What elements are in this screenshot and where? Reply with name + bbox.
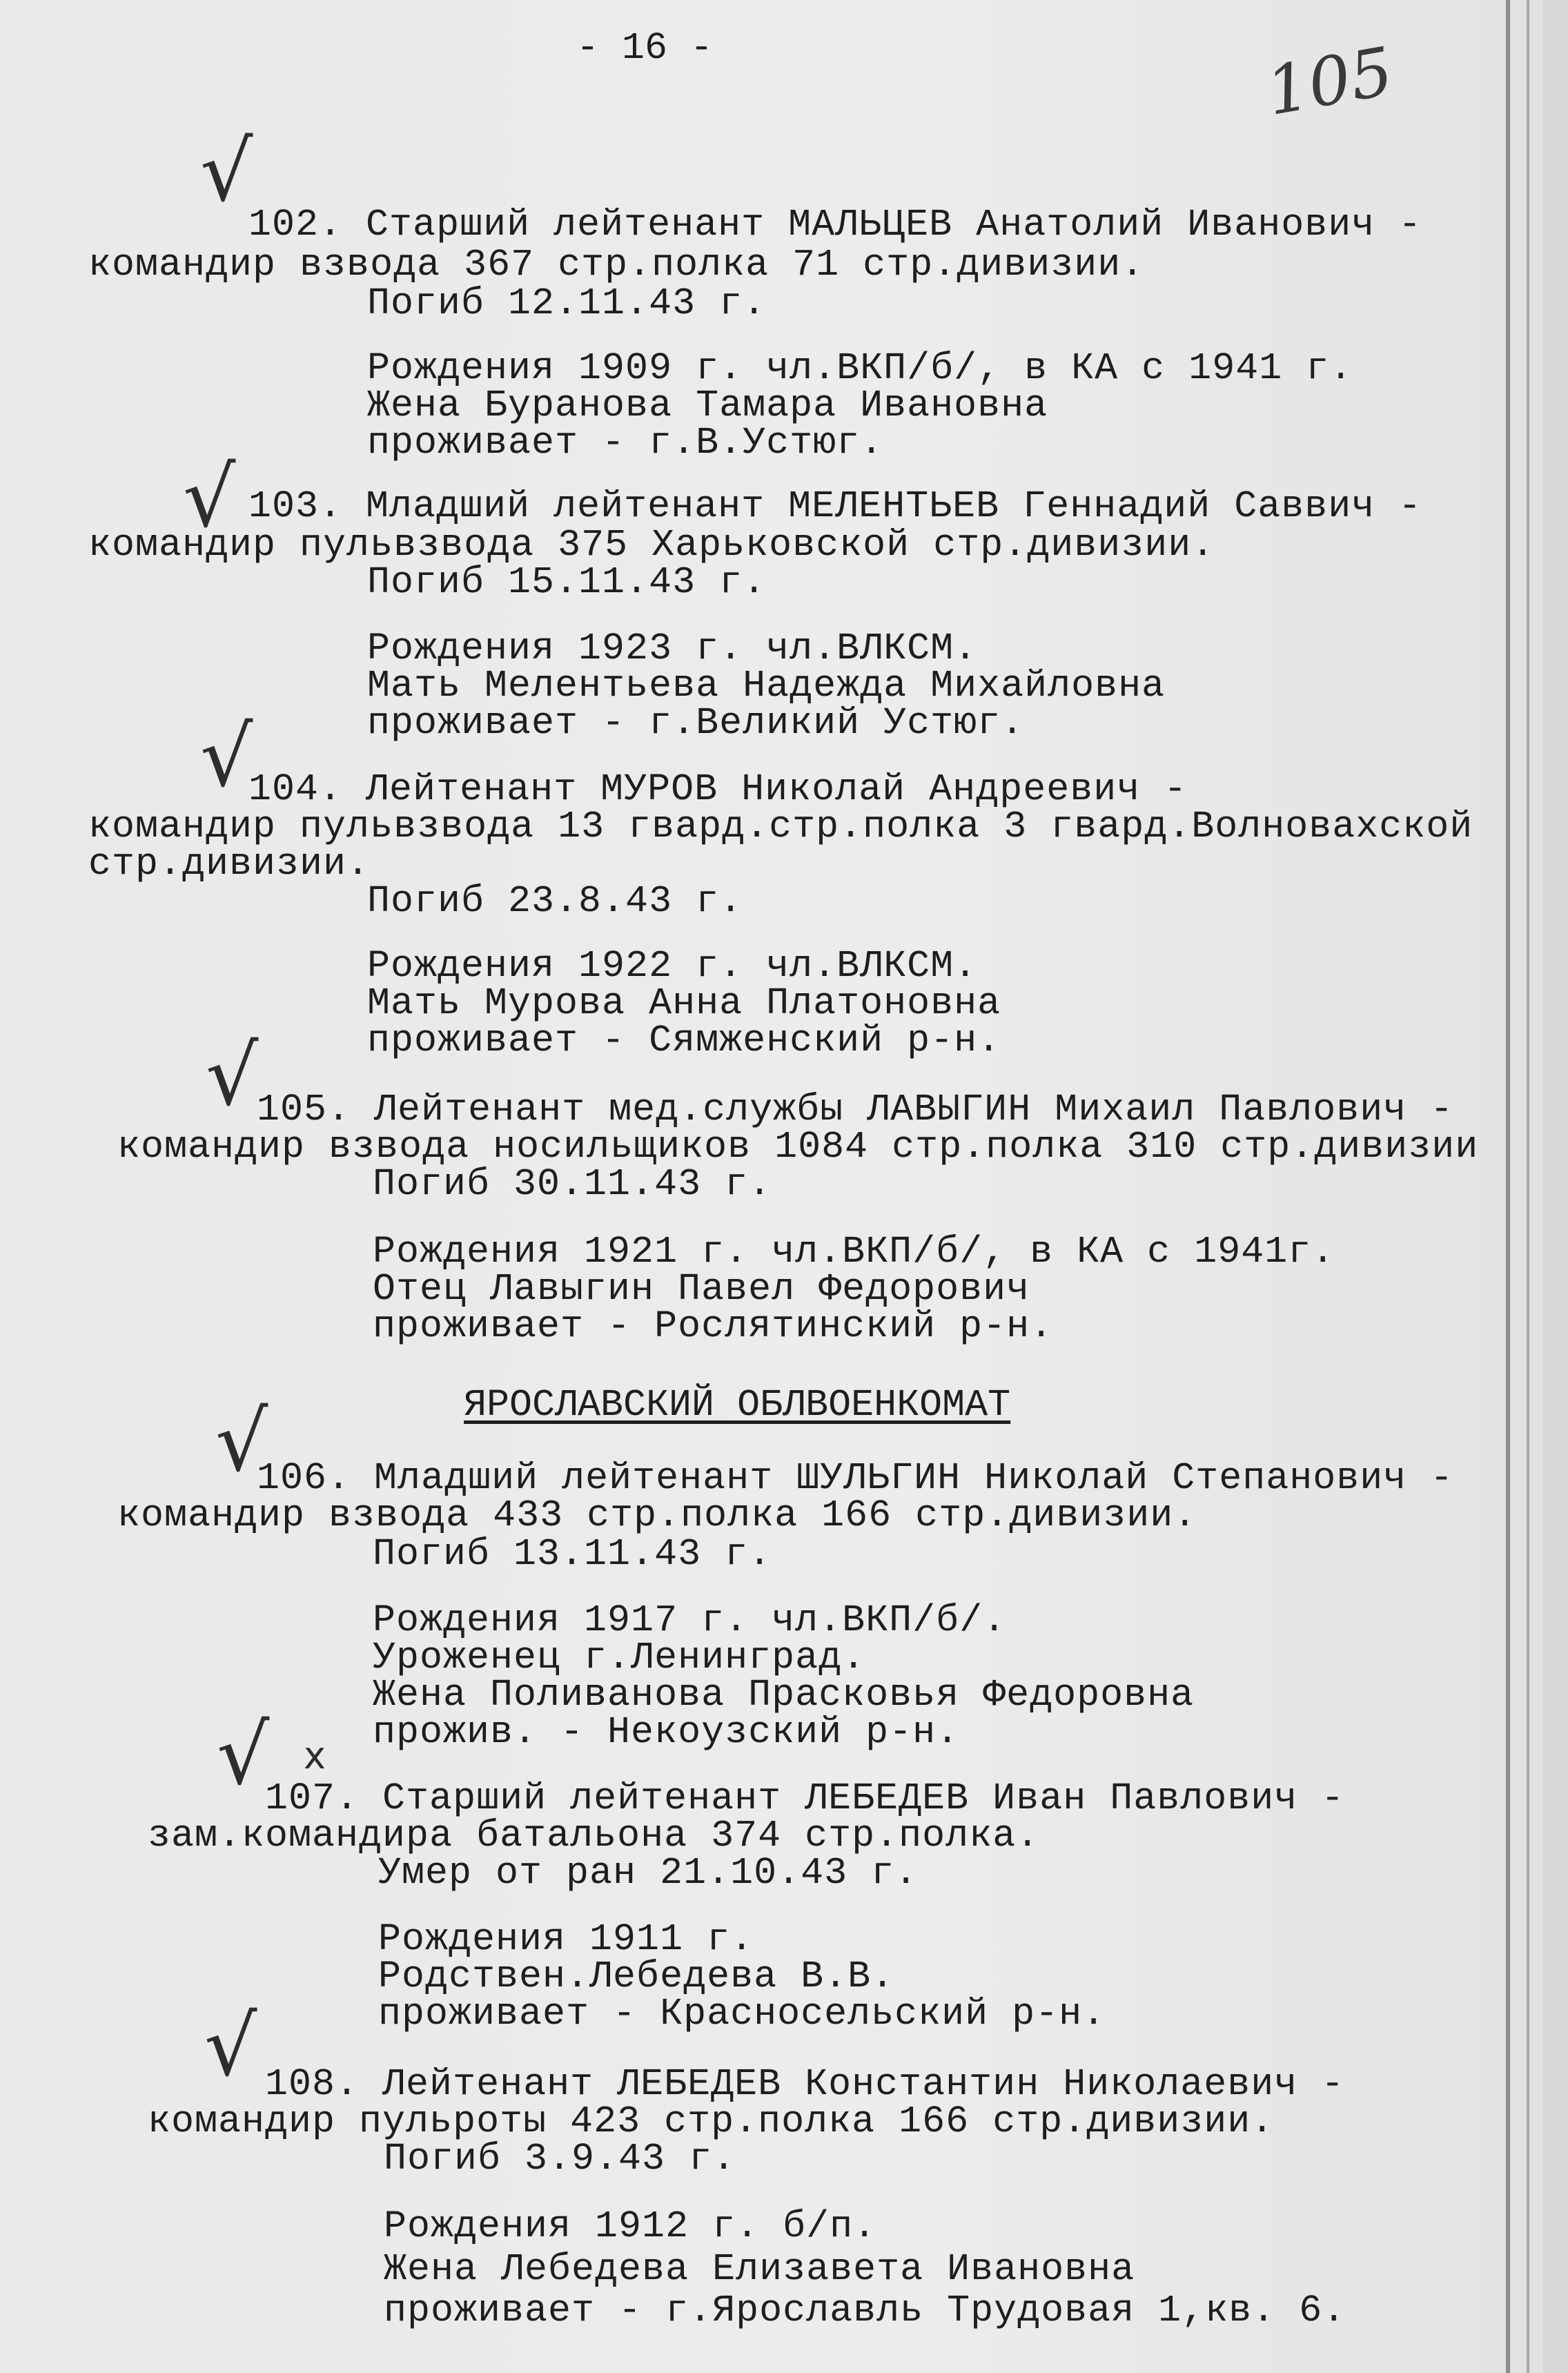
- entry-102-fate: Погиб 12.11.43 г.: [367, 282, 767, 325]
- entry-108-position: командир пульроты 423 стр.полка 166 стр.дивизии.: [148, 2100, 1275, 2143]
- entry-106-fate: Погиб 13.11.43 г.: [373, 1532, 772, 1576]
- entry-106-header: [257, 1458, 1453, 1499]
- entry-102-born: Рождения 1909 г. чл.ВКП/б/, в КА с 1941 г.: [367, 346, 1353, 390]
- entry-105-relative: Отец Лавыгин Павел Федорович: [373, 1267, 1030, 1311]
- check-mark: √: [200, 710, 253, 805]
- rank-name: Лейтенант ЛЕБЕДЕВ Константин Николаевич -: [382, 2062, 1345, 2106]
- entry-107-residence: проживает - Красносельский р-н.: [378, 1992, 1106, 2035]
- entry-105-fate: Погиб 30.11.43 г.: [373, 1162, 772, 1206]
- entry-104-position: командир пульвзвода 13 гвард.стр.полка 3 гвард.Волновахской: [88, 805, 1473, 848]
- entry-number: 103.: [248, 485, 343, 528]
- check-mark: √: [200, 124, 253, 220]
- entry-108-fate: Погиб 3.9.43 г.: [384, 2137, 736, 2180]
- entry-108-relative: Жена Лебедева Елизавета Ивановна: [384, 2247, 1135, 2291]
- check-mark: √: [183, 450, 236, 546]
- entry-106-born: Рождения 1917 г. чл.ВКП/б/.: [373, 1599, 1007, 1642]
- entry-108-residence: проживает - г.Ярославль Трудовая 1,кв. 6.: [384, 2289, 1346, 2332]
- entry-103-residence: проживает - г.Великий Устюг.: [367, 701, 1025, 745]
- section-heading: ЯРОСЛАВСКИЙ ОБЛВОЕНКОМАТ: [464, 1383, 1011, 1427]
- entry-103-relative: Мать Мелентьева Надежда Михайловна: [367, 664, 1166, 707]
- entry-number: 104.: [248, 768, 343, 811]
- entry-104-header: [248, 769, 1187, 810]
- handwritten-folio-number: 105: [1260, 32, 1399, 131]
- entry-103-header: [248, 486, 1422, 527]
- entry-number: 106.: [257, 1456, 351, 1500]
- rank-name: Младший лейтенант МЕЛЕНТЬЕВ Геннадий Саввич -: [366, 485, 1422, 528]
- page-edge: [1506, 0, 1510, 2373]
- entry-102-residence: проживает - г.В.Устюг.: [367, 421, 884, 465]
- check-mark: √: [206, 1028, 259, 1124]
- entry-106-origin: Уроженец г.Ленинград.: [373, 1636, 866, 1679]
- entry-106-position: командир взвода 433 стр.полка 166 стр.дивизии.: [117, 1494, 1197, 1537]
- page-edge: [1543, 0, 1568, 2373]
- rank-name: Лейтенант МУРОВ Николай Андреевич -: [366, 768, 1188, 811]
- entry-107-born: Рождения 1911 г.: [378, 1917, 754, 1961]
- entry-108-header: [265, 2064, 1344, 2105]
- page-edge: [1527, 0, 1529, 2373]
- entry-number: 108.: [265, 2062, 360, 2106]
- entry-103-born: Рождения 1923 г. чл.ВЛКСМ.: [367, 627, 978, 670]
- entry-106-relative: Жена Поливанова Прасковья Федоровна: [373, 1673, 1195, 1717]
- cross-mark: x: [304, 1734, 326, 1777]
- entry-108-born: Рождения 1912 г. б/п.: [384, 2205, 877, 2248]
- entry-107-header: [265, 1778, 1344, 1819]
- check-mark: √: [217, 1708, 270, 1804]
- entry-107-fate: Умер от ран 21.10.43 г.: [378, 1851, 919, 1895]
- entry-number: 105.: [257, 1088, 351, 1131]
- entry-104-position-cont: стр.дивизии.: [88, 842, 371, 886]
- entry-103-fate: Погиб 15.11.43 г.: [367, 560, 767, 604]
- entry-105-position: командир взвода носильщиков 1084 стр.полка 310 стр.дивизии: [117, 1125, 1479, 1169]
- page-number: - 16 -: [576, 26, 714, 70]
- entry-107-position: зам.командира батальона 374 стр.полка.: [148, 1814, 1040, 1857]
- entry-104-relative: Мать Мурова Анна Платоновна: [367, 982, 1001, 1025]
- entry-105-residence: проживает - Рослятинский р-н.: [373, 1305, 1054, 1348]
- entry-104-fate: Погиб 23.8.43 г.: [367, 879, 743, 923]
- entry-102-position: командир взвода 367 стр.полка 71 стр.дивизии.: [88, 243, 1145, 286]
- entry-102-relative: Жена Буранова Тамара Ивановна: [367, 384, 1048, 427]
- entry-104-born: Рождения 1922 г. чл.ВЛКСМ.: [367, 944, 978, 988]
- rank-name: Младший лейтенант ШУЛЬГИН Николай Степанович -: [374, 1456, 1454, 1500]
- entry-107-relative: Родствен.Лебедева В.В.: [378, 1955, 895, 1998]
- rank-name: Старший лейтенант МАЛЬЦЕВ Анатолий Иванович -: [366, 203, 1422, 246]
- entry-105-born: Рождения 1921 г. чл.ВКП/б/, в КА с 1941г.: [373, 1230, 1335, 1273]
- entry-104-residence: проживает - Сямженский р-н.: [367, 1019, 1001, 1062]
- entry-number: 107.: [265, 1777, 360, 1820]
- entry-number: 102.: [248, 203, 343, 246]
- rank-name: Лейтенант мед.службы ЛАВЫГИН Михаил Павлович -: [374, 1088, 1454, 1131]
- entry-106-residence: прожив. - Некоузский р-н.: [373, 1710, 960, 1754]
- check-mark: √: [204, 1999, 257, 2095]
- rank-name: Старший лейтенант ЛЕБЕДЕВ Иван Павлович -: [382, 1777, 1345, 1820]
- entry-103-position: командир пульвзвода 375 Харьковской стр.дивизии.: [88, 523, 1215, 567]
- entry-105-header: [257, 1089, 1453, 1131]
- entry-102-header: [248, 204, 1422, 246]
- check-mark: √: [215, 1394, 268, 1490]
